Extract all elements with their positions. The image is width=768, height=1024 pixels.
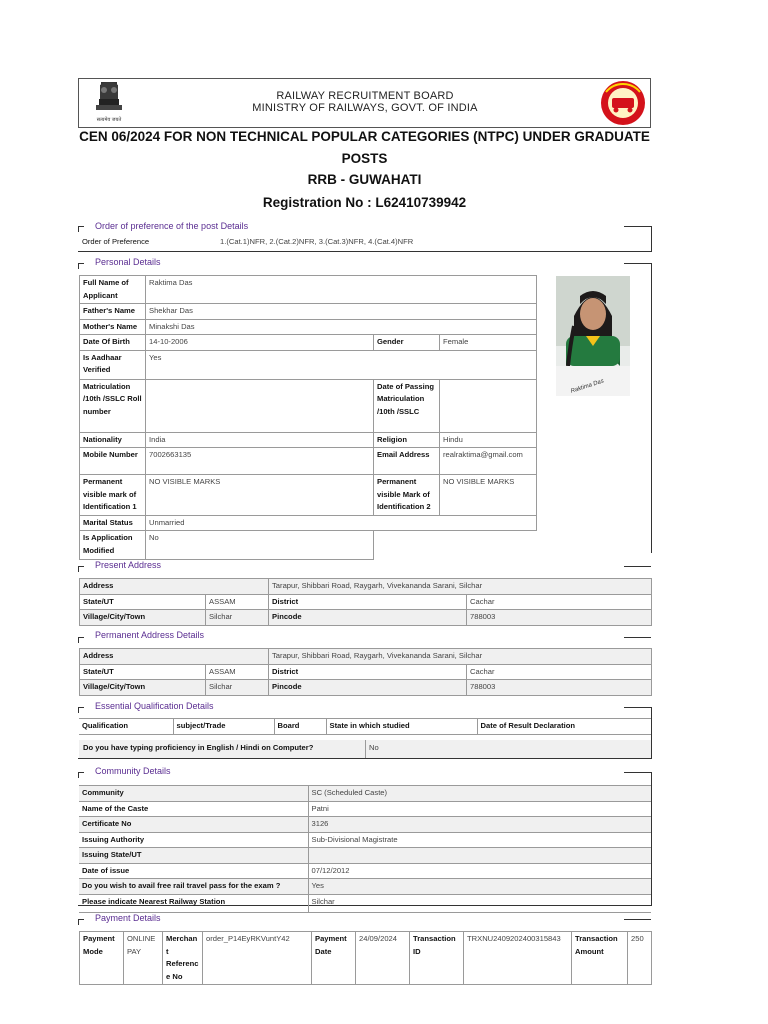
free-rail-pass-value: Yes [308,879,651,895]
typing-proficiency-label: Do you have typing proficiency in English / Hindi on Computer? [83,743,314,752]
permanent-district-value: Cachar [467,664,652,680]
present-village-label: Village/City/Town [80,610,206,626]
section-rule [651,772,652,906]
merchant-reference-label: Merchant Reference No [163,932,203,985]
permanent-village-value: Silchar [206,680,269,696]
free-rail-pass-label: Do you wish to avail free rail travel pass for the exam ? [79,879,308,895]
section-bracket [78,226,84,232]
applicant-photo [556,276,630,396]
present-district-value: Cachar [467,594,652,610]
transaction-id-value: TRXNU2409202400315843 [464,932,572,985]
present-address-label: Address [80,579,269,595]
aadhaar-label: Is Aadhaar Verified [80,350,146,379]
photo-signature: Raktima Das [570,378,605,395]
issuing-state-label: Issuing State/UT [79,848,308,864]
payment-mode-value: ONLINE PAY [124,932,163,985]
email-label: Email Address [374,448,440,475]
identification-mark-1-label: Permanent visible mark of Identification 1 [80,475,146,516]
section-rule [624,772,651,773]
rrb-name: RRB - GUWAHATI [307,172,422,187]
mother-name-value: Minakshi Das [146,319,537,335]
identification-mark-2-value: NO VISIBLE MARKS [440,475,537,516]
present-district-label: District [269,594,467,610]
notice-title-line-1: CEN 06/2024 FOR NON TECHNICAL POPULAR CATEGORIES (NTPC) UNDER GRADUATE [79,129,650,144]
present-address-value: Tarapur, Shibbari Road, Raygarh, Vivekananda Sarani, Silchar [269,579,652,595]
payment-section-title: Payment Details [95,913,161,923]
section-rule [624,707,651,708]
mobile-label: Mobile Number [80,448,146,475]
application-modified-label: Is Application Modified [80,531,146,560]
nearest-station-label: Please indicate Nearest Railway Station [79,895,308,913]
present-state-label: State/UT [80,594,206,610]
permanent-state-value: ASSAM [206,664,269,680]
payment-table [79,931,652,985]
section-rule [651,707,652,759]
subject-trade-header: subject/Trade [173,719,274,735]
present-address-table [79,578,652,626]
present-village-value: Silchar [206,610,269,626]
qualification-section-title: Essential Qualification Details [95,701,214,711]
present-address-section-title: Present Address [95,560,162,570]
dob-value: 14-10-2006 [146,335,374,351]
section-rule [624,263,651,264]
nationality-value: India [146,432,374,448]
issuing-authority-label: Issuing Authority [79,832,308,848]
matric-roll-label: Matriculation /10th /SSLC Roll number [80,379,146,432]
religion-value: Hindu [440,432,537,448]
section-bracket [78,919,84,925]
marital-status-label: Marital Status [80,515,146,531]
payment-mode-label: Payment Mode [80,932,124,985]
section-bracket [78,637,84,643]
permanent-address-label: Address [80,649,269,665]
mobile-value: 7002663135 [146,448,374,475]
transaction-amount-value: 250 [628,932,652,985]
caste-name-label: Name of the Caste [79,801,308,817]
issue-date-value: 07/12/2012 [308,863,651,879]
community-table [79,785,651,913]
permanent-state-label: State/UT [80,664,206,680]
father-name-value: Shekhar Das [146,304,537,320]
present-pincode-value: 788003 [467,610,652,626]
typing-proficiency-value: No [369,743,379,752]
religion-label: Religion [374,432,440,448]
payment-date-value: 24/09/2024 [356,932,410,985]
preference-section-title: Order of preference of the post Details [95,221,249,231]
payment-date-label: Payment Date [312,932,356,985]
national-emblem-icon [86,80,132,124]
section-bracket [78,707,84,713]
aadhaar-value: Yes [146,350,537,379]
empty-cell [374,531,537,560]
cell-divider [365,740,366,758]
matric-date-value [440,379,537,432]
gender-label: Gender [374,335,440,351]
present-pincode-label: Pincode [269,610,467,626]
issue-date-label: Date of issue [79,863,308,879]
section-bracket [78,772,84,778]
section-rule [651,263,652,553]
email-value: realraktima@gmail.com [440,448,537,475]
application-modified-value: No [146,531,374,560]
transaction-amount-label: Transaction Amount [572,932,628,985]
order-of-preference-label: Order of Preference [82,237,150,246]
board-header: Board [274,719,326,735]
personal-details-table [79,275,537,560]
section-rule [624,226,651,227]
identification-mark-2-label: Permanent visible Mark of Identification 2 [374,475,440,516]
nearest-station-value: Silchar [308,895,651,913]
order-of-preference-value: 1.(Cat.1)NFR, 2.(Cat.2)NFR, 3.(Cat.3)NFR, 4.(Cat.4)NFR [220,237,414,246]
section-bracket [78,263,84,269]
community-label: Community [79,786,308,802]
section-rule [624,566,651,567]
present-state-value: ASSAM [206,594,269,610]
full-name-label: Full Name of Applicant [80,276,146,304]
permanent-district-label: District [269,664,467,680]
issuing-authority-value: Sub-Divisional Magistrate [308,832,651,848]
qualification-table [79,718,651,735]
section-rule [624,919,651,920]
section-bottom-rule [78,758,651,759]
certificate-no-value: 3126 [308,817,651,833]
father-name-label: Father's Name [80,304,146,320]
svg-text:सत्यमेव जयते: सत्यमेव जयते [96,117,122,123]
permanent-village-label: Village/City/Town [80,680,206,696]
community-section-title: Community Details [95,766,171,776]
permanent-address-section-title: Permanent Address Details [95,630,205,640]
permanent-address-value: Tarapur, Shibbari Road, Raygarh, Vivekananda Sarani, Silchar [269,649,652,665]
section-bottom-rule [78,251,651,252]
state-studied-header: State in which studied [326,719,477,735]
header-line-1: RAILWAY RECRUITMENT BOARD [276,90,454,102]
community-value: SC (Scheduled Caste) [308,786,651,802]
mother-name-label: Mother's Name [80,319,146,335]
merchant-reference-value: order_P14EyRKVuntY42 [203,932,312,985]
caste-name-value: Patni [308,801,651,817]
section-bracket [78,566,84,572]
permanent-address-table [79,648,652,696]
certificate-no-label: Certificate No [79,817,308,833]
result-date-header: Date of Result Declaration [477,719,651,735]
section-rule [651,226,652,252]
matric-date-label: Date of Passing Matriculation /10th /SSLC [374,379,440,432]
full-name-value: Raktima Das [146,276,537,304]
nationality-label: Nationality [80,432,146,448]
section-rule [624,637,651,638]
identification-mark-1-value: NO VISIBLE MARKS [146,475,374,516]
permanent-pincode-value: 788003 [467,680,652,696]
transaction-id-label: Transaction ID [410,932,464,985]
qualification-header: Qualification [79,719,173,735]
registration-number: Registration No : L62410739942 [262,195,467,210]
issuing-state-value [308,848,651,864]
marital-status-value: Unmarried [146,515,537,531]
notice-title-line-2: POSTS [341,151,388,166]
dob-label: Date Of Birth [80,335,146,351]
matric-roll-value [146,379,374,432]
gender-value: Female [440,335,537,351]
header-line-2: MINISTRY OF RAILWAYS, GOVT. OF INDIA [252,102,478,114]
permanent-pincode-label: Pincode [269,680,467,696]
personal-section-title: Personal Details [95,257,161,267]
indian-railways-logo-icon [598,80,648,126]
